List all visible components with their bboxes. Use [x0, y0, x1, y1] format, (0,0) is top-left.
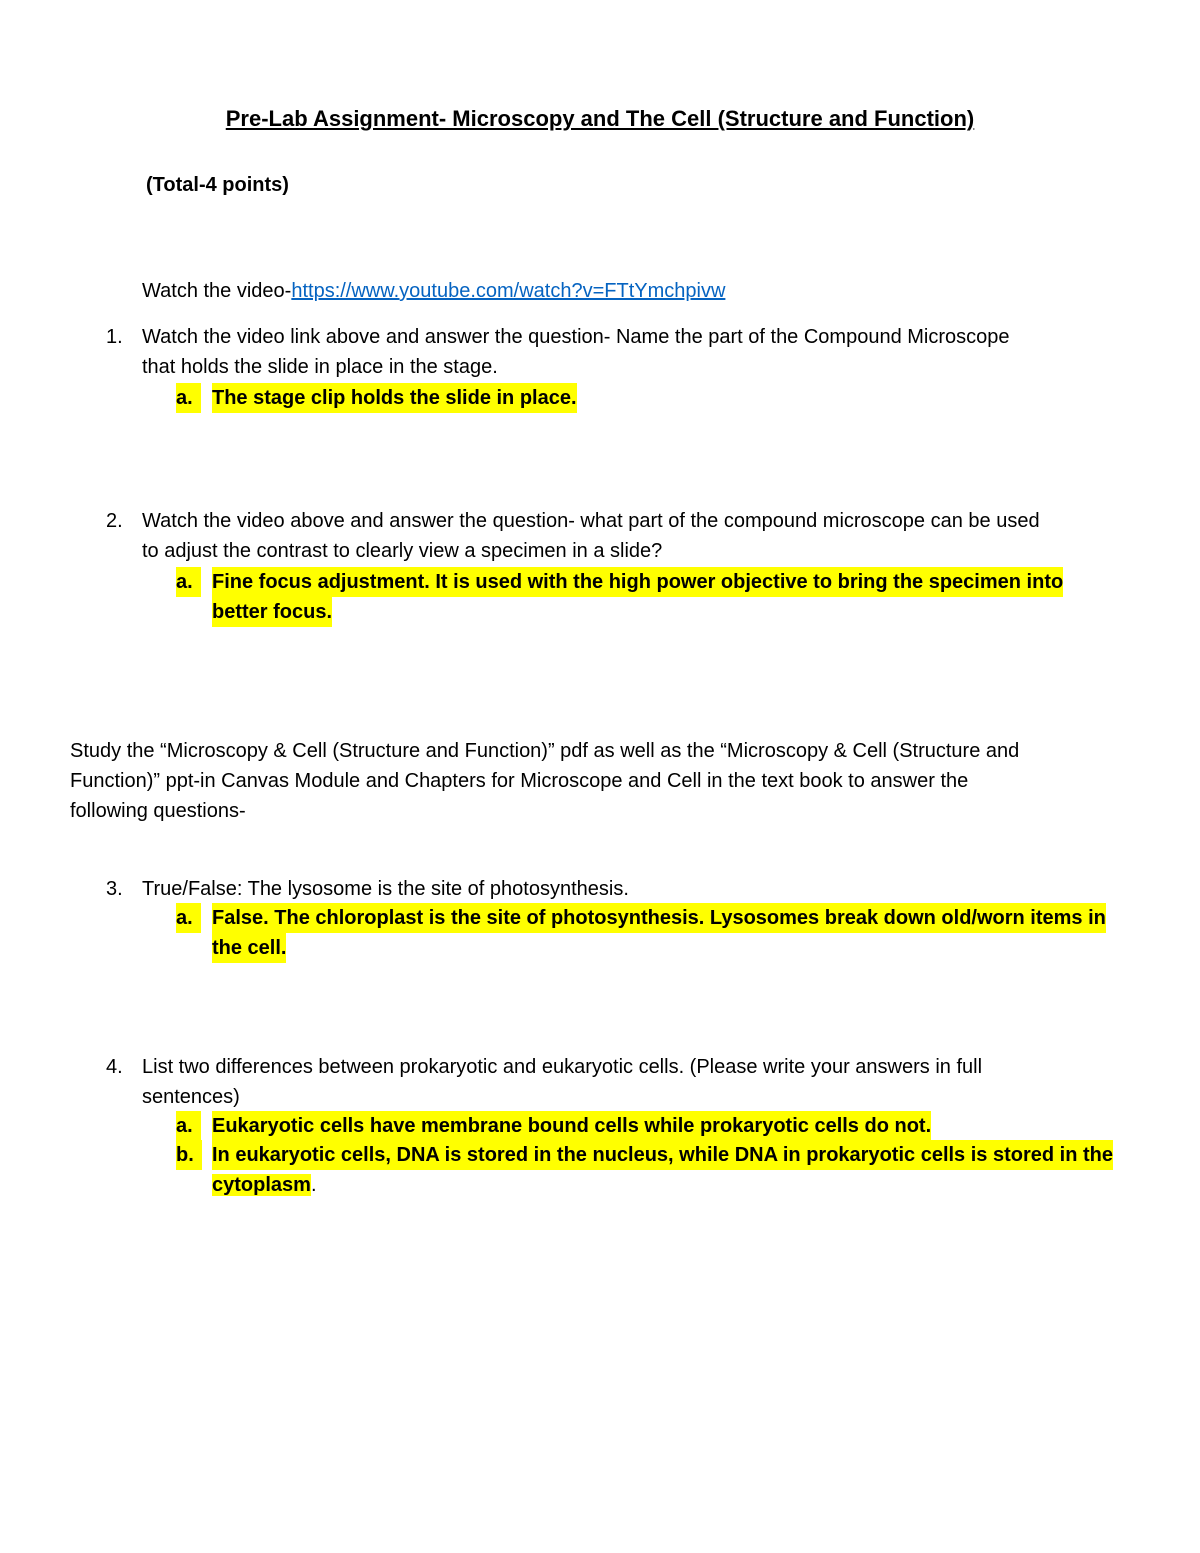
q4-answer-a-label: a. [176, 1111, 201, 1141]
video-prefix: Watch the video- [142, 280, 292, 302]
q3-answer-line2: the cell. [212, 933, 286, 963]
q2-number: 2. [106, 510, 123, 532]
q3-number: 3. [106, 878, 123, 900]
q3-answer-line1: False. The chloroplast is the site of photosynthesis. Lysosomes break down old/worn items in [212, 903, 1106, 933]
q2-answer-label: a. [176, 567, 201, 597]
q1-number: 1. [106, 326, 123, 348]
q2-text-line1: Watch the video above and answer the question- what part of the compound microscope can be used [142, 510, 1040, 532]
video-link[interactable]: https://www.youtube.com/watch?v=FTtYmchpivw [291, 280, 726, 302]
q1-answer: The stage clip holds the slide in place. [212, 383, 577, 413]
study-line1: Study the “Microscopy & Cell (Structure and Function)” pdf as well as the “Microscopy & Cell (Structure and [70, 740, 1020, 762]
q2-answer-line1: Fine focus adjustment. It is used with the high power objective to bring the specimen into [212, 567, 1063, 597]
total-points: (Total-4 points) [146, 174, 289, 196]
q4-answer-b-period: . [310, 1174, 317, 1196]
page-title: Pre-Lab Assignment- Microscopy and The Cell (Structure and Function) [225, 106, 975, 131]
q2-text-line2: to adjust the contrast to clearly view a specimen in a slide? [142, 540, 663, 562]
q4-answer-b-label: b. [176, 1140, 202, 1170]
q1-text-line2: that holds the slide in place in the stage. [142, 356, 498, 378]
q4-number: 4. [106, 1056, 123, 1078]
q4-text-line2: sentences) [142, 1086, 240, 1108]
q4-answer-b-line2-text: cytoplasm [212, 1174, 311, 1196]
study-line2: Function)” ppt-in Canvas Module and Chapters for Microscope and Cell in the text book to answer the [70, 770, 969, 792]
q1-answer-label: a. [176, 383, 201, 413]
q4-answer-b-line1: In eukaryotic cells, DNA is stored in the nucleus, while DNA in prokaryotic cells is stored in the [212, 1140, 1113, 1170]
q1-text-line1: Watch the video link above and answer the question- Name the part of the Compound Microscope [142, 326, 1010, 348]
q4-answer-b-line2 [212, 1170, 317, 1200]
q3-text-line1: True/False: The lysosome is the site of photosynthesis. [142, 878, 629, 900]
study-line3: following questions- [70, 800, 246, 822]
q3-answer-label: a. [176, 903, 201, 933]
q4-text-line1: List two differences between prokaryotic and eukaryotic cells. (Please write your answers in full [142, 1056, 983, 1078]
video-line [142, 276, 725, 306]
q4-answer-a: Eukaryotic cells have membrane bound cells while prokaryotic cells do not. [212, 1111, 931, 1141]
q2-answer-line2: better focus. [212, 597, 332, 627]
